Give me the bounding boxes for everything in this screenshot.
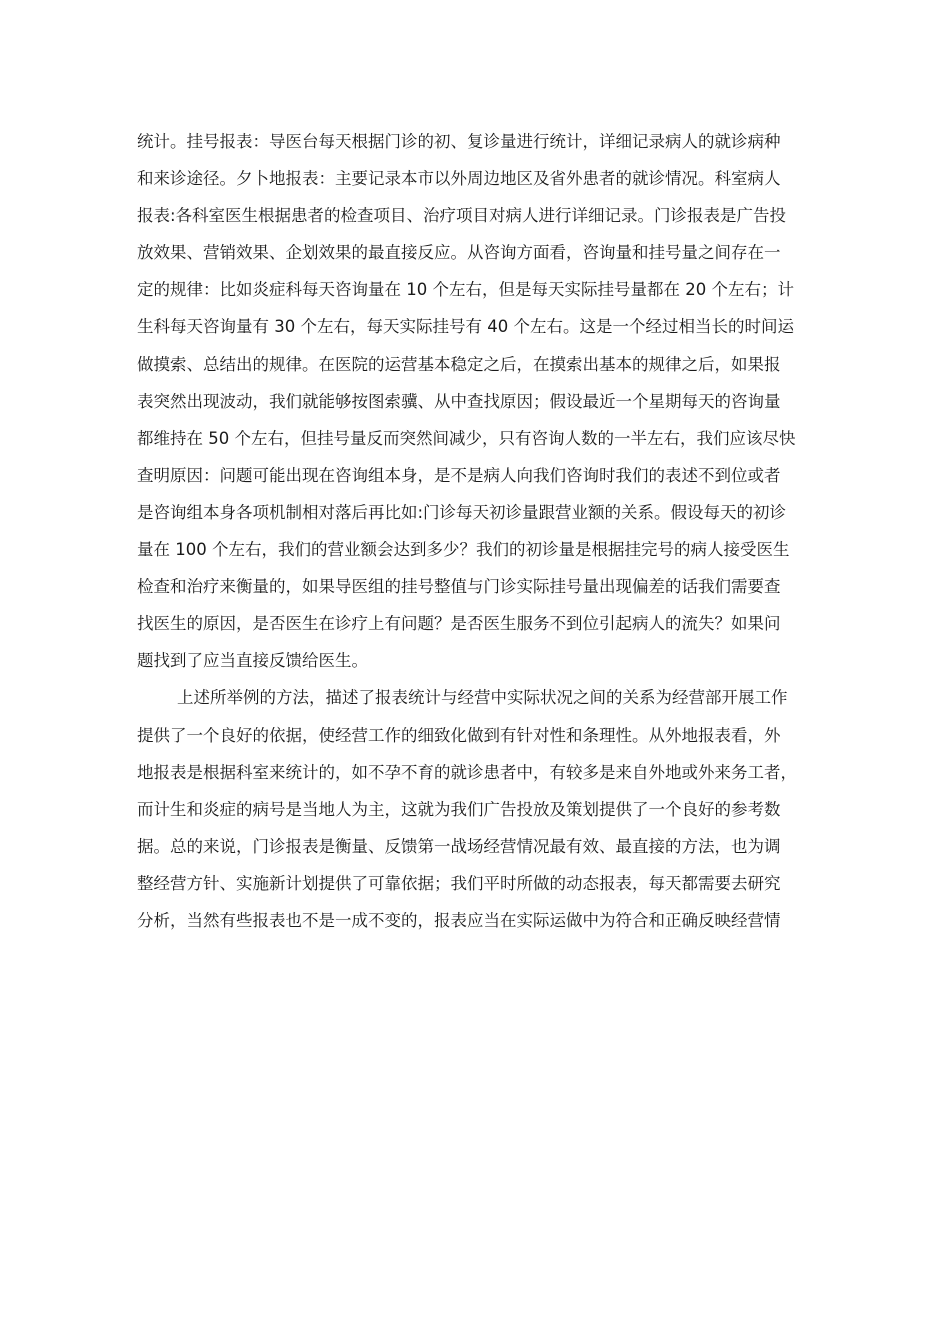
body-text: [137, 123, 817, 939]
text-line: 地报表是根据科室来统计的，如不孕不育的就诊患者中，有较多是来自外地或外来务工者，: [137, 762, 797, 782]
text-line: 题找到了应当直接反馈给医生。: [137, 651, 368, 671]
text-line: 生科每天咨询量有 30 个左右，每天实际挂号有 40 个左右。这是一个经过相当长的时间运: [137, 317, 794, 337]
text-line: 提供了一个良好的依据，使经营工作的细致化做到有针对性和条理性。从外地报表看，外: [137, 725, 781, 745]
text-line: 而计生和炎症的病号是当地人为主，这就为我们广告投放及策划提供了一个良好的参考数: [137, 799, 781, 819]
text-line: 查明原因：问题可能出现在咨询组本身，是不是病人向我们咨询时我们的表述不到位或者: [137, 465, 781, 485]
text-line: 都维持在 50 个左右，但挂号量反而突然间减少，只有咨询人数的一半左右，我们应该尽快: [137, 428, 796, 448]
text-line: 定的规律：比如炎症科每天咨询量在 10 个左右，但是每天实际挂号量都在 20 个左右；计: [137, 280, 794, 300]
text-line: 报表:各科室医生根据患者的检查项目、治疗项目对病人进行详细记录。门诊报表是广告投: [137, 206, 787, 226]
text-line: 和来诊途径。夕卜地报表：主要记录本市以外周边地区及省外患者的就诊情况。科室病人: [137, 169, 781, 189]
text-line: 做摸索、总结出的规律。在医院的运营基本稳定之后，在摸索出基本的规律之后，如果报: [137, 354, 781, 374]
text-line: 分析，当然有些报表也不是一成不变的，报表应当在实际运做中为符合和正确反映经营情: [137, 910, 781, 930]
text-line: 整经营方针、实施新计划提供了可靠依据；我们平时所做的动态报表，每天都需要去研究: [137, 873, 781, 893]
text-line: 统计。挂号报表：导医台每天根据门诊的初、复诊量进行统计，详细记录病人的就诊病种: [137, 132, 781, 151]
paragraph-start-line: 上述所举例的方法，描述了报表统计与经营中实际状况之间的关系为经营部开展工作: [177, 688, 788, 708]
text-line: 据。总的来说，门诊报表是衡量、反馈第一战场经营情况最有效、最直接的方法，也为调: [137, 836, 781, 856]
text-line: 检查和治疗来衡量的，如果导医组的挂号整值与门诊实际挂号量出现偏差的话我们需要查: [137, 577, 781, 597]
text-line: 找医生的原因，是否医生在诊疗上有问题？是否医生服务不到位引起病人的流失？如果问: [137, 614, 781, 634]
text-line: 放效果、营销效果、企划效果的最直接反应。从咨询方面看，咨询量和挂号量之间存在一: [137, 243, 781, 263]
text-line: 量在 100 个左右，我们的营业额会达到多少？我们的初诊量是根据挂完号的病人接受医生: [137, 540, 790, 560]
text-line: 表突然出现波动，我们就能够按图索骥、从中查找原因；假设最近一个星期每天的咨询量: [137, 391, 781, 411]
text-line: 是咨询组本身各项机制相对落后再比如:门诊每天初诊量跟营业额的关系。假设每天的初诊: [137, 502, 787, 522]
